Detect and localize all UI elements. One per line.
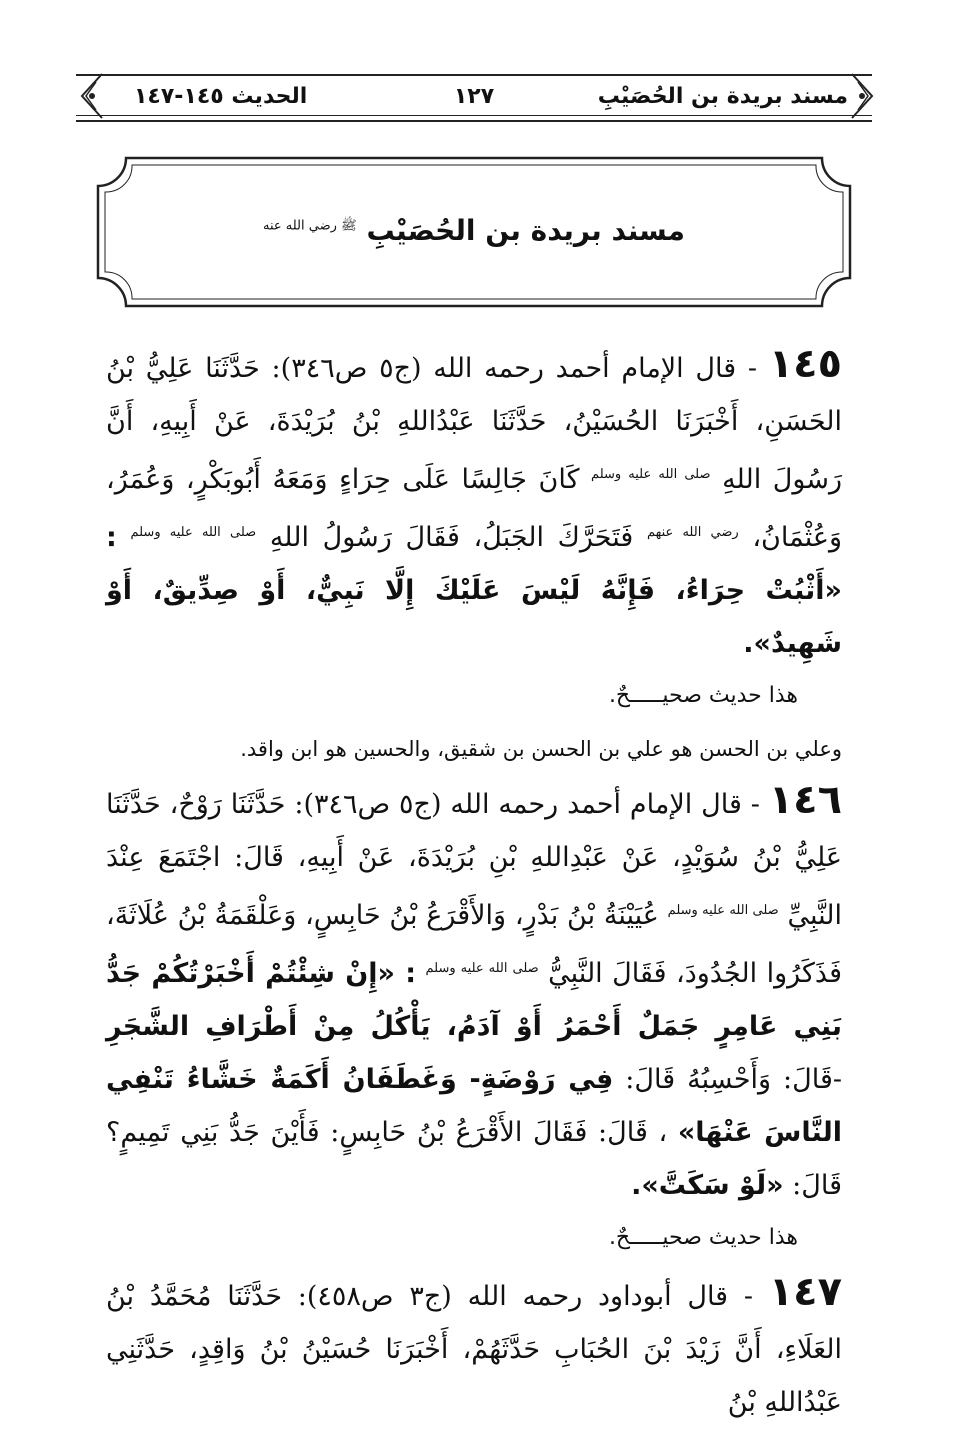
hadith-intro: - قال أبوداود رحمه الله (ج٣ ص٤٥٨): حَدَّثَنَا مُحَمَّدُ بْنُ العَلَاءِ، أَنَّ زَيْدَ بْنَ الحُبَابِ حَدَّثَهُمْ، أَخْبَرَنَا حُسَيْنُ بْنُ وَاقِدٍ، حَدَّثَنِي عَبْدُاللهِ بْنُ — [106, 1281, 842, 1418]
hadith-narration: فَتَحَرَّكَ الجَبَلُ، فَقَالَ رَسُولُ اللهِ — [269, 522, 634, 553]
hadith-number: ١٤٦ — [768, 777, 842, 823]
header-page-number: ١٢٧ — [453, 84, 495, 109]
header-hadith-range: الحديث ١٤٥-١٤٧ — [134, 84, 308, 109]
header-book-title: مسند بريدة بن الحُصَيْبِ — [597, 84, 848, 109]
honorific-radiallahu-anhum: رضي الله عنهم — [646, 525, 739, 540]
hadith-narration: عُيَيْنَةُ بْنُ بَدْرٍ، وَالأَقْرَعُ بْنُ حَابِسٍ، وَعَلْقَمَةُ بْنُ عُلَاثَةَ، فَذَكَرُوا الجُدُودَ، فَقَالَ النَّبِيُّ — [106, 900, 842, 989]
honorific-salawat: صلى الله عليه وسلم — [130, 525, 257, 540]
prophetic-quote: : «أَثْبُتْ حِرَاءُ، فَإِنَّهُ لَيْسَ عَلَيْكَ إِلَّا نَبِيٌّ، أَوْ صِدِّيقٌ، أَوْ شَهِيدٌ». — [106, 522, 842, 659]
running-header — [76, 74, 872, 122]
header-rule — [76, 115, 872, 116]
honorific-salawat: صلى الله عليه وسلم — [591, 467, 711, 482]
honorific-radiallahu-anhu: ﷺ رضي الله عنه — [263, 218, 357, 234]
hadith-number: ١٤٧ — [768, 1269, 842, 1315]
narrator-aside: -قَالَ: وَأَحْسِبُهُ قَالَ: — [613, 1064, 842, 1095]
hadith-145 — [106, 338, 842, 670]
prophetic-quote: فِي رَوْضَةٍ- وَغَطَفَانُ أَكَمَةٌ خَشَّاءُ تَنْفِي النَّاسَ عَنْهَا» — [106, 1064, 842, 1148]
honorific-salawat: صلى الله عليه وسلم — [667, 903, 779, 918]
hadith-146 — [106, 774, 842, 1212]
prophetic-quote: «لَوْ سَكَتَّ». — [631, 1170, 784, 1201]
hadith-narration: كَانَ جَالِسًا عَلَى حِرَاءٍ وَمَعَهُ أَبُوبَكْرٍ، وَعُمَرُ، وَعُثْمَانُ، — [106, 464, 842, 553]
hadith-narration: ، قَالَ: فَقَالَ الأَقْرَعُ بْنُ حَابِسٍ: فَأَيْنَ جَدُّ بَنِي تَمِيمٍ؟ قَالَ: — [106, 1117, 842, 1201]
section-title — [96, 214, 852, 247]
section-title-text: مسند بريدة بن الحُصَيْبِ — [366, 214, 685, 247]
hadith-147 — [106, 1266, 842, 1429]
header-ornament-right-icon — [850, 72, 878, 120]
header-ornament-left-icon — [76, 72, 104, 120]
honorific-salawat: صلى الله عليه وسلم — [425, 961, 539, 976]
hadith-grade: هذا حديث صحيـــــحٌ. — [608, 683, 798, 708]
prophetic-quote: : «إِنْ شِئْتُمْ أَخْبَرْتُكُمْ جَدُّ بَنِي عَامِرٍ جَمَلٌ أَحْمَرُ أَوْ آدَمُ، يَأْكُلُ مِنْ أَطْرَافِ الشَّجَرِ — [106, 958, 842, 1042]
hadith-number: ١٤٥ — [768, 341, 842, 387]
hadith-grade: هذا حديث صحيـــــحٌ. — [608, 1225, 798, 1250]
section-title-frame — [96, 156, 852, 308]
hadith-intro: - قال الإمام أحمد رحمه الله (ج٥ ص٣٤٦): حَدَّثَنَا عَلِيُّ بْنُ الحَسَنِ، أَخْبَرَنَا الحُسَيْنُ، حَدَّثَنَا عَبْدُاللهِ بْنُ بُرَيْدَةَ، عَنْ أَبِيهِ، أَنَّ رَسُولَ اللهِ — [106, 353, 843, 495]
hadith-text — [106, 338, 842, 1429]
hadith-note: وعلي بن الحسن هو علي بن الحسن بن شقيق، والحسين هو ابن واقد. — [240, 737, 842, 761]
hadith-intro: - قال الإمام أحمد رحمه الله (ج٥ ص٣٤٦): حَدَّثَنَا رَوْحٌ، حَدَّثَنَا عَلِيُّ بْنُ سُوَيْدٍ، عَنْ عَبْدِاللهِ بْنِ بُرَيْدَةَ، عَنْ أَبِيهِ، قَالَ: اجْتَمَعَ عِنْدَ النَّبِيِّ — [106, 789, 842, 931]
